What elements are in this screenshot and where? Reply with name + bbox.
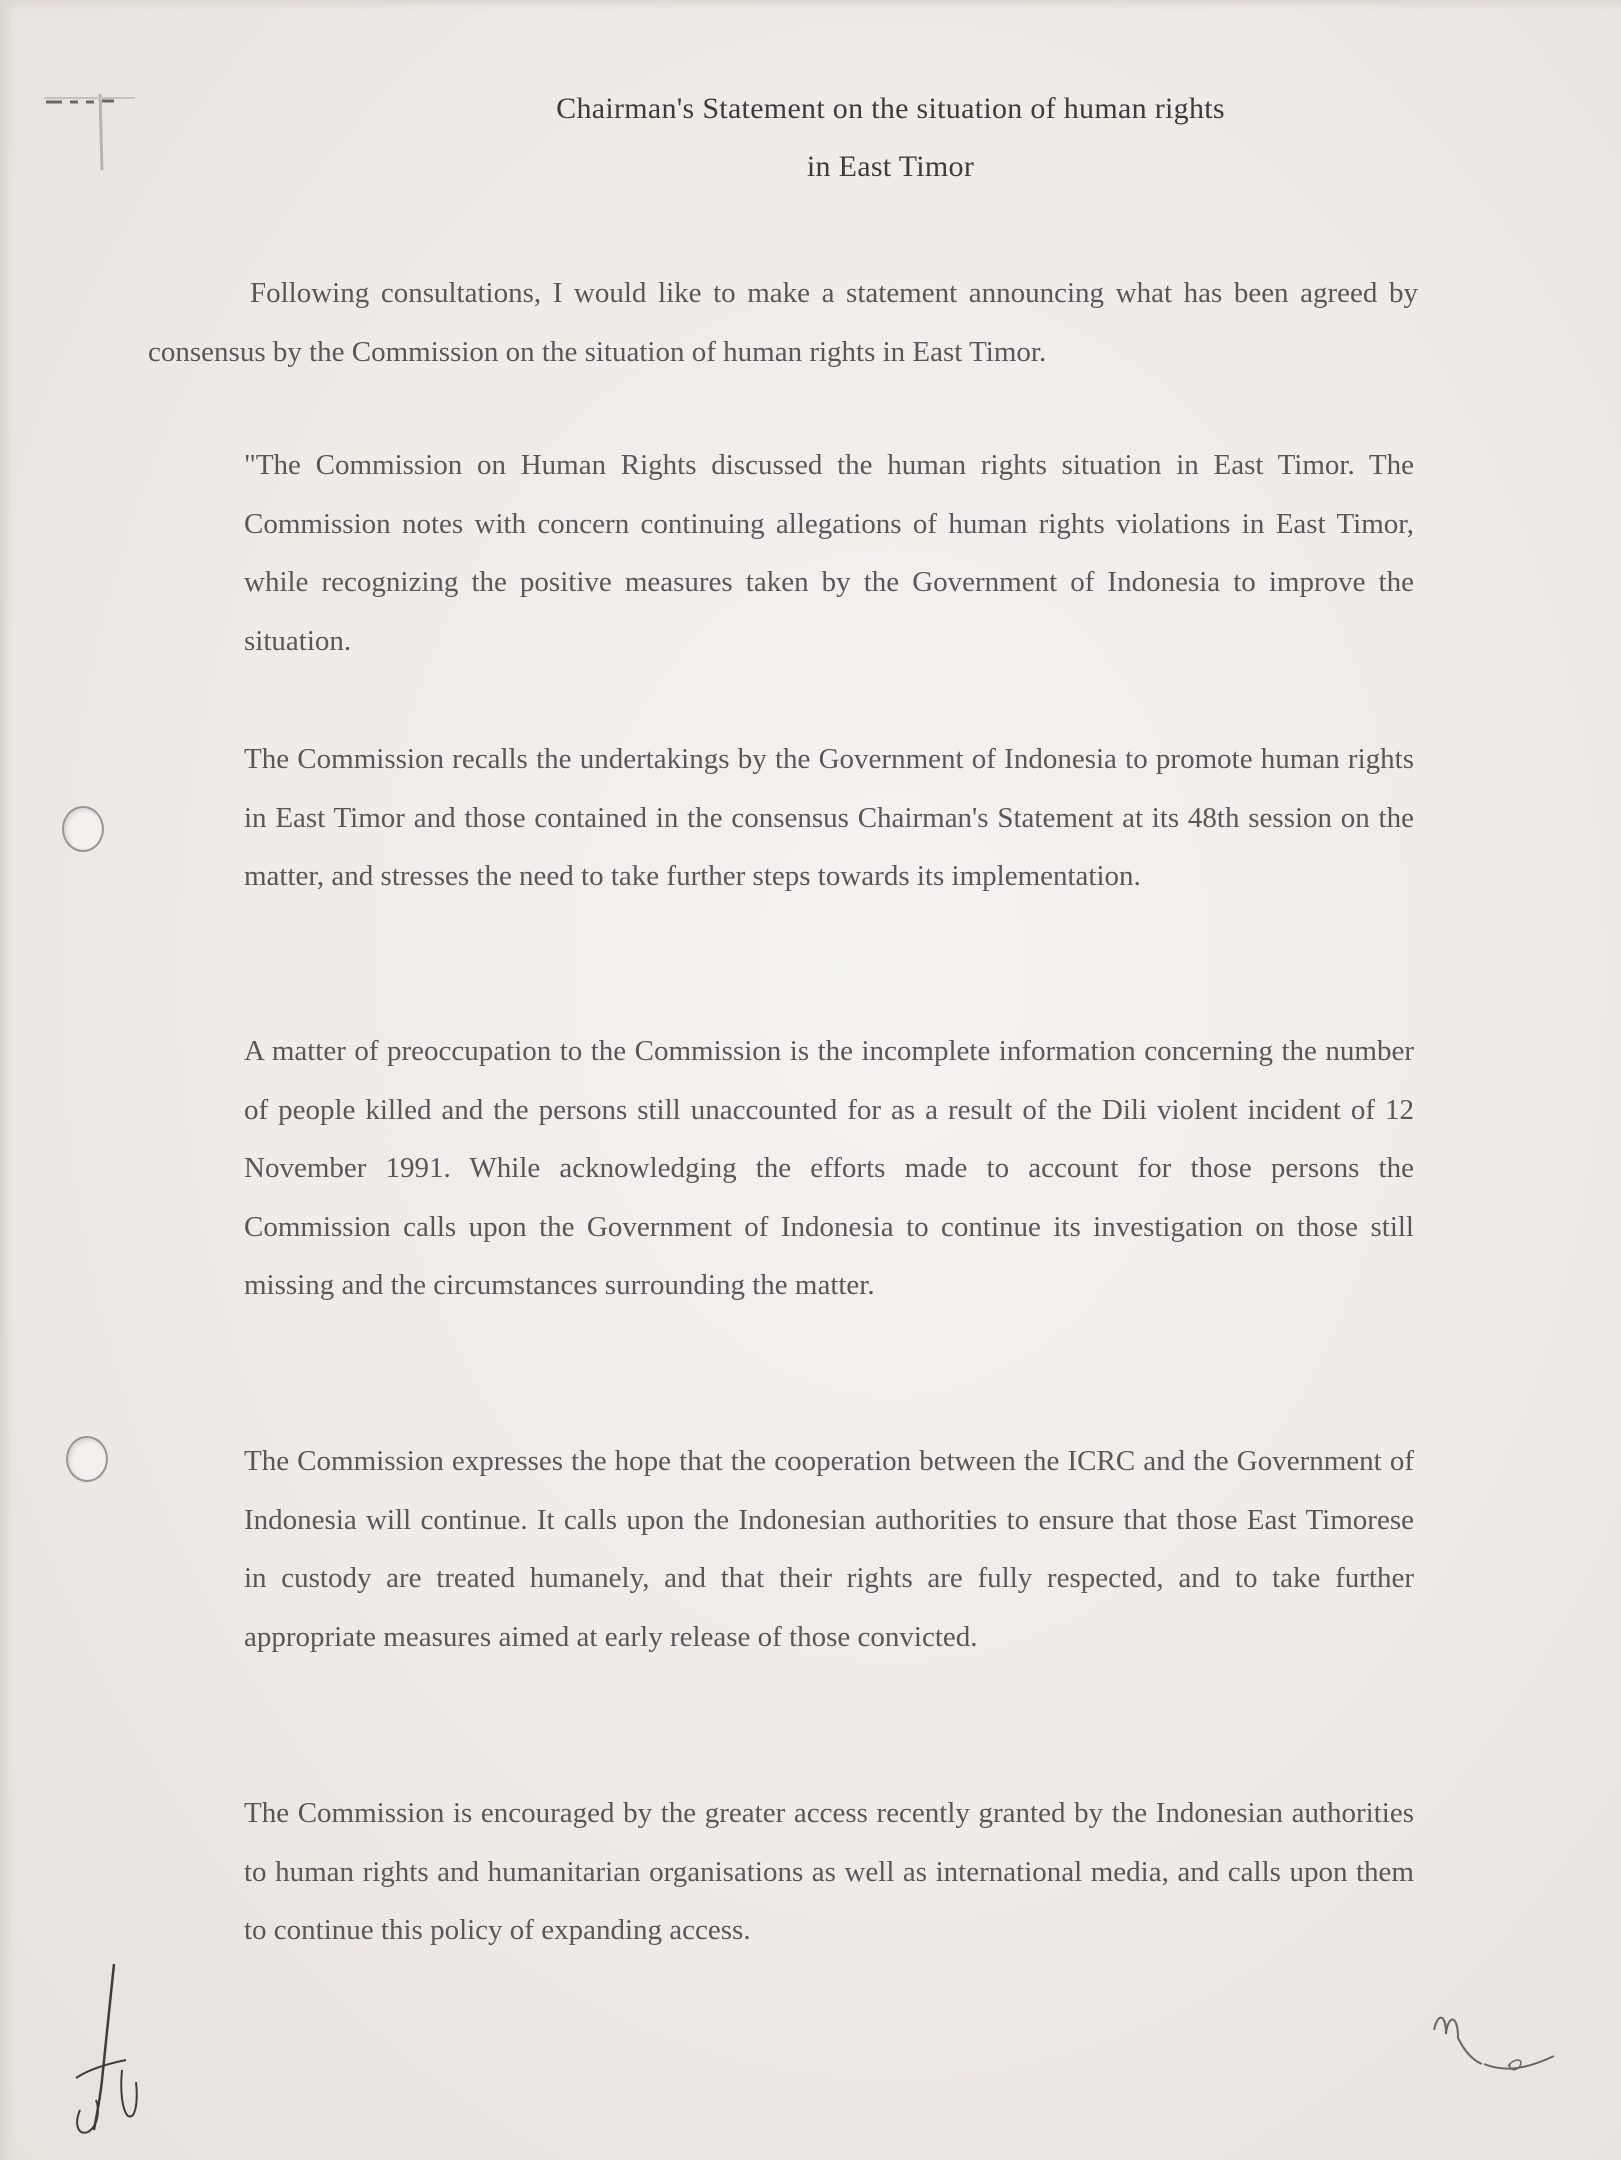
- statement-paragraph-4: The Commission expresses the hope that the cooperation between the ICRC and the Government of Indonesia will continue. It calls upon the Indonesian authorities to ensure that those East Timorese in custody are treated humanely, and that their rights are fully respected, and to take further appropriate measures aimed at early release of those convicted.: [244, 1445, 1414, 1653]
- punch-hole-icon: [62, 806, 104, 852]
- page-edge-shadow: [0, 0, 14, 2160]
- intro-paragraph: Following consultations, I would like to make a statement announcing what has been agreed by consensus by the Commission on the situation of human rights in East Timor.: [148, 277, 1418, 368]
- handwritten-initials-icon: [66, 1960, 156, 2140]
- statement-paragraph-5: The Commission is encouraged by the greater access recently granted by the Indonesian authorities to human rights and humanitarian organisations as well as international media, and calls upon them to continue this policy of expanding access.: [244, 1797, 1414, 1946]
- statement-paragraph-2: The Commission recalls the undertakings by the Government of Indonesia to promote human rights in East Timor and those contained in the consensus Chairman's Statement at its 48th session on the matter, and stresses the need to take further steps towards its implementation.: [244, 743, 1414, 892]
- page-top-shadow: [0, 0, 1621, 10]
- handwritten-initials-icon: [1424, 2000, 1584, 2090]
- statement-paragraph-1: "The Commission on Human Rights discussed the human rights situation in East Timor. The Commission notes with concern continuing allegations of human rights violations in East Timor, while recognizing the positive measures taken by the Government of Indonesia to improve the situation.: [244, 449, 1414, 657]
- statement-paragraph-3: A matter of preoccupation to the Commission is the incomplete information concerning the number of people killed and the persons still unaccounted for as a result of the Dili violent incident of 12 November 1991. While acknowledging the efforts made to account for those persons the Commission calls upon the Government of Indonesia to continue its investigation on those still missing and the circumstances surrounding the matter.: [244, 1035, 1414, 1301]
- punch-hole-icon: [66, 1436, 108, 1482]
- document-title-line-1: Chairman's Statement on the situation of human rights: [556, 92, 1225, 125]
- document-title-line-2: in East Timor: [806, 150, 975, 183]
